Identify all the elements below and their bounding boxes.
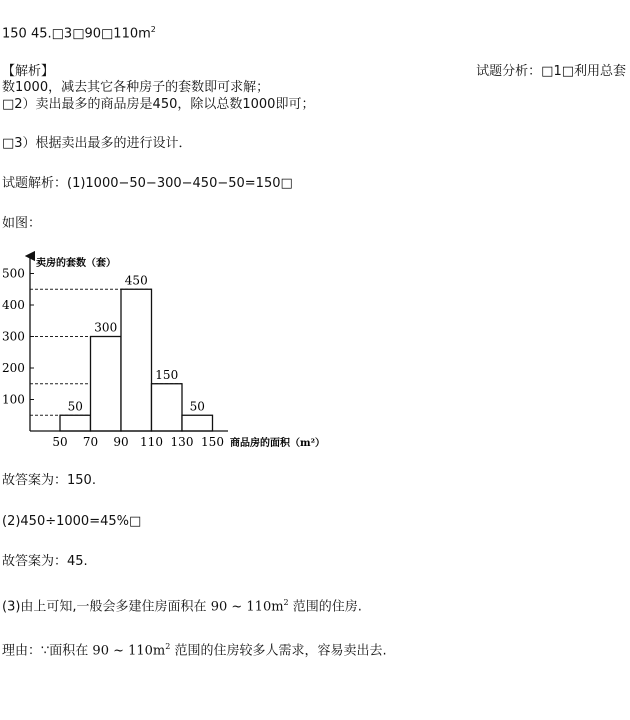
analysis-line-3: □3）根据卖出最多的进行设计． [2, 136, 192, 151]
reason-sup: 2 [165, 642, 171, 651]
x-tick-label: 130 [170, 435, 194, 449]
answer-1: 故答案为：150. [2, 473, 96, 488]
histogram-bar [152, 384, 183, 431]
x-axis-label: 商品房的面积（m²） [230, 438, 325, 449]
bar-value-label: 150 [155, 367, 179, 382]
analysis-title: 【解析】 [2, 64, 55, 79]
histogram-bar [121, 289, 152, 431]
figure-label: 如图： [2, 216, 42, 231]
x-tick-label: 110 [140, 435, 163, 449]
answer-part-3: □3 [51, 26, 73, 42]
x-tick-label: 90 [113, 435, 129, 449]
answer-2: 故答案为：45. [2, 554, 88, 569]
y-tick-label: 100 [2, 392, 25, 407]
x-tick-label: 70 [82, 435, 99, 449]
solution-line-3-sup: 2 [283, 598, 289, 607]
solution-line-3-post: 范围的住房. [292, 599, 362, 615]
analysis-right [476, 64, 626, 80]
y-tick-label: 300 [2, 329, 25, 344]
reason-line [2, 639, 387, 659]
y-tick-label: 200 [2, 361, 25, 375]
reason-pre: 理由：∵面积在 [2, 643, 89, 659]
answer-summary [2, 22, 156, 42]
bar-value-label: 450 [124, 273, 148, 288]
analysis-right-item: □1□利用总套 [541, 64, 626, 79]
solution-line-1: 试题解析：(1)1000−50−300−450−50=150□ [2, 176, 293, 191]
histogram-bar [60, 415, 91, 431]
histogram-bar [91, 337, 122, 432]
analysis-line-2: □2）卖出最多的商品房是450，除以总数1000即可； [2, 97, 315, 112]
analysis-right-label: 试题分析： [476, 64, 542, 79]
solution-line-3-range: 90 ~ 110m [210, 599, 284, 615]
solution-line-3 [2, 595, 362, 615]
bar-value-label: 50 [67, 399, 83, 414]
answer-part-110: □110m [101, 26, 151, 42]
reason-range: 90 ~ 110m [92, 643, 166, 659]
histogram-chart [0, 250, 340, 450]
answer-superscript: 2 [150, 25, 156, 34]
answer-prefix: 150 45. [2, 26, 52, 42]
answer-part-90: □90 [72, 26, 102, 42]
solution-line-3-pre: (3)由上可知,一般会多建住房面积在 [2, 599, 207, 615]
y-axis-label: 卖房的套数（套） [36, 258, 116, 269]
solution-line-2: (2)450÷1000=45%□ [2, 514, 142, 529]
y-tick-label: 500 [2, 266, 25, 281]
x-tick-label: 50 [52, 435, 68, 449]
histogram-bar [182, 415, 213, 431]
reason-post: 范围的住房较多人需求，容易卖出去. [174, 643, 387, 659]
bar-value-label: 300 [94, 320, 118, 335]
analysis-line-1: 数1000，减去其它各种房子的套数即可求解； [2, 80, 270, 95]
bar-value-label: 50 [189, 399, 205, 414]
x-tick-label: 150 [201, 435, 224, 449]
y-tick-label: 400 [2, 298, 25, 312]
